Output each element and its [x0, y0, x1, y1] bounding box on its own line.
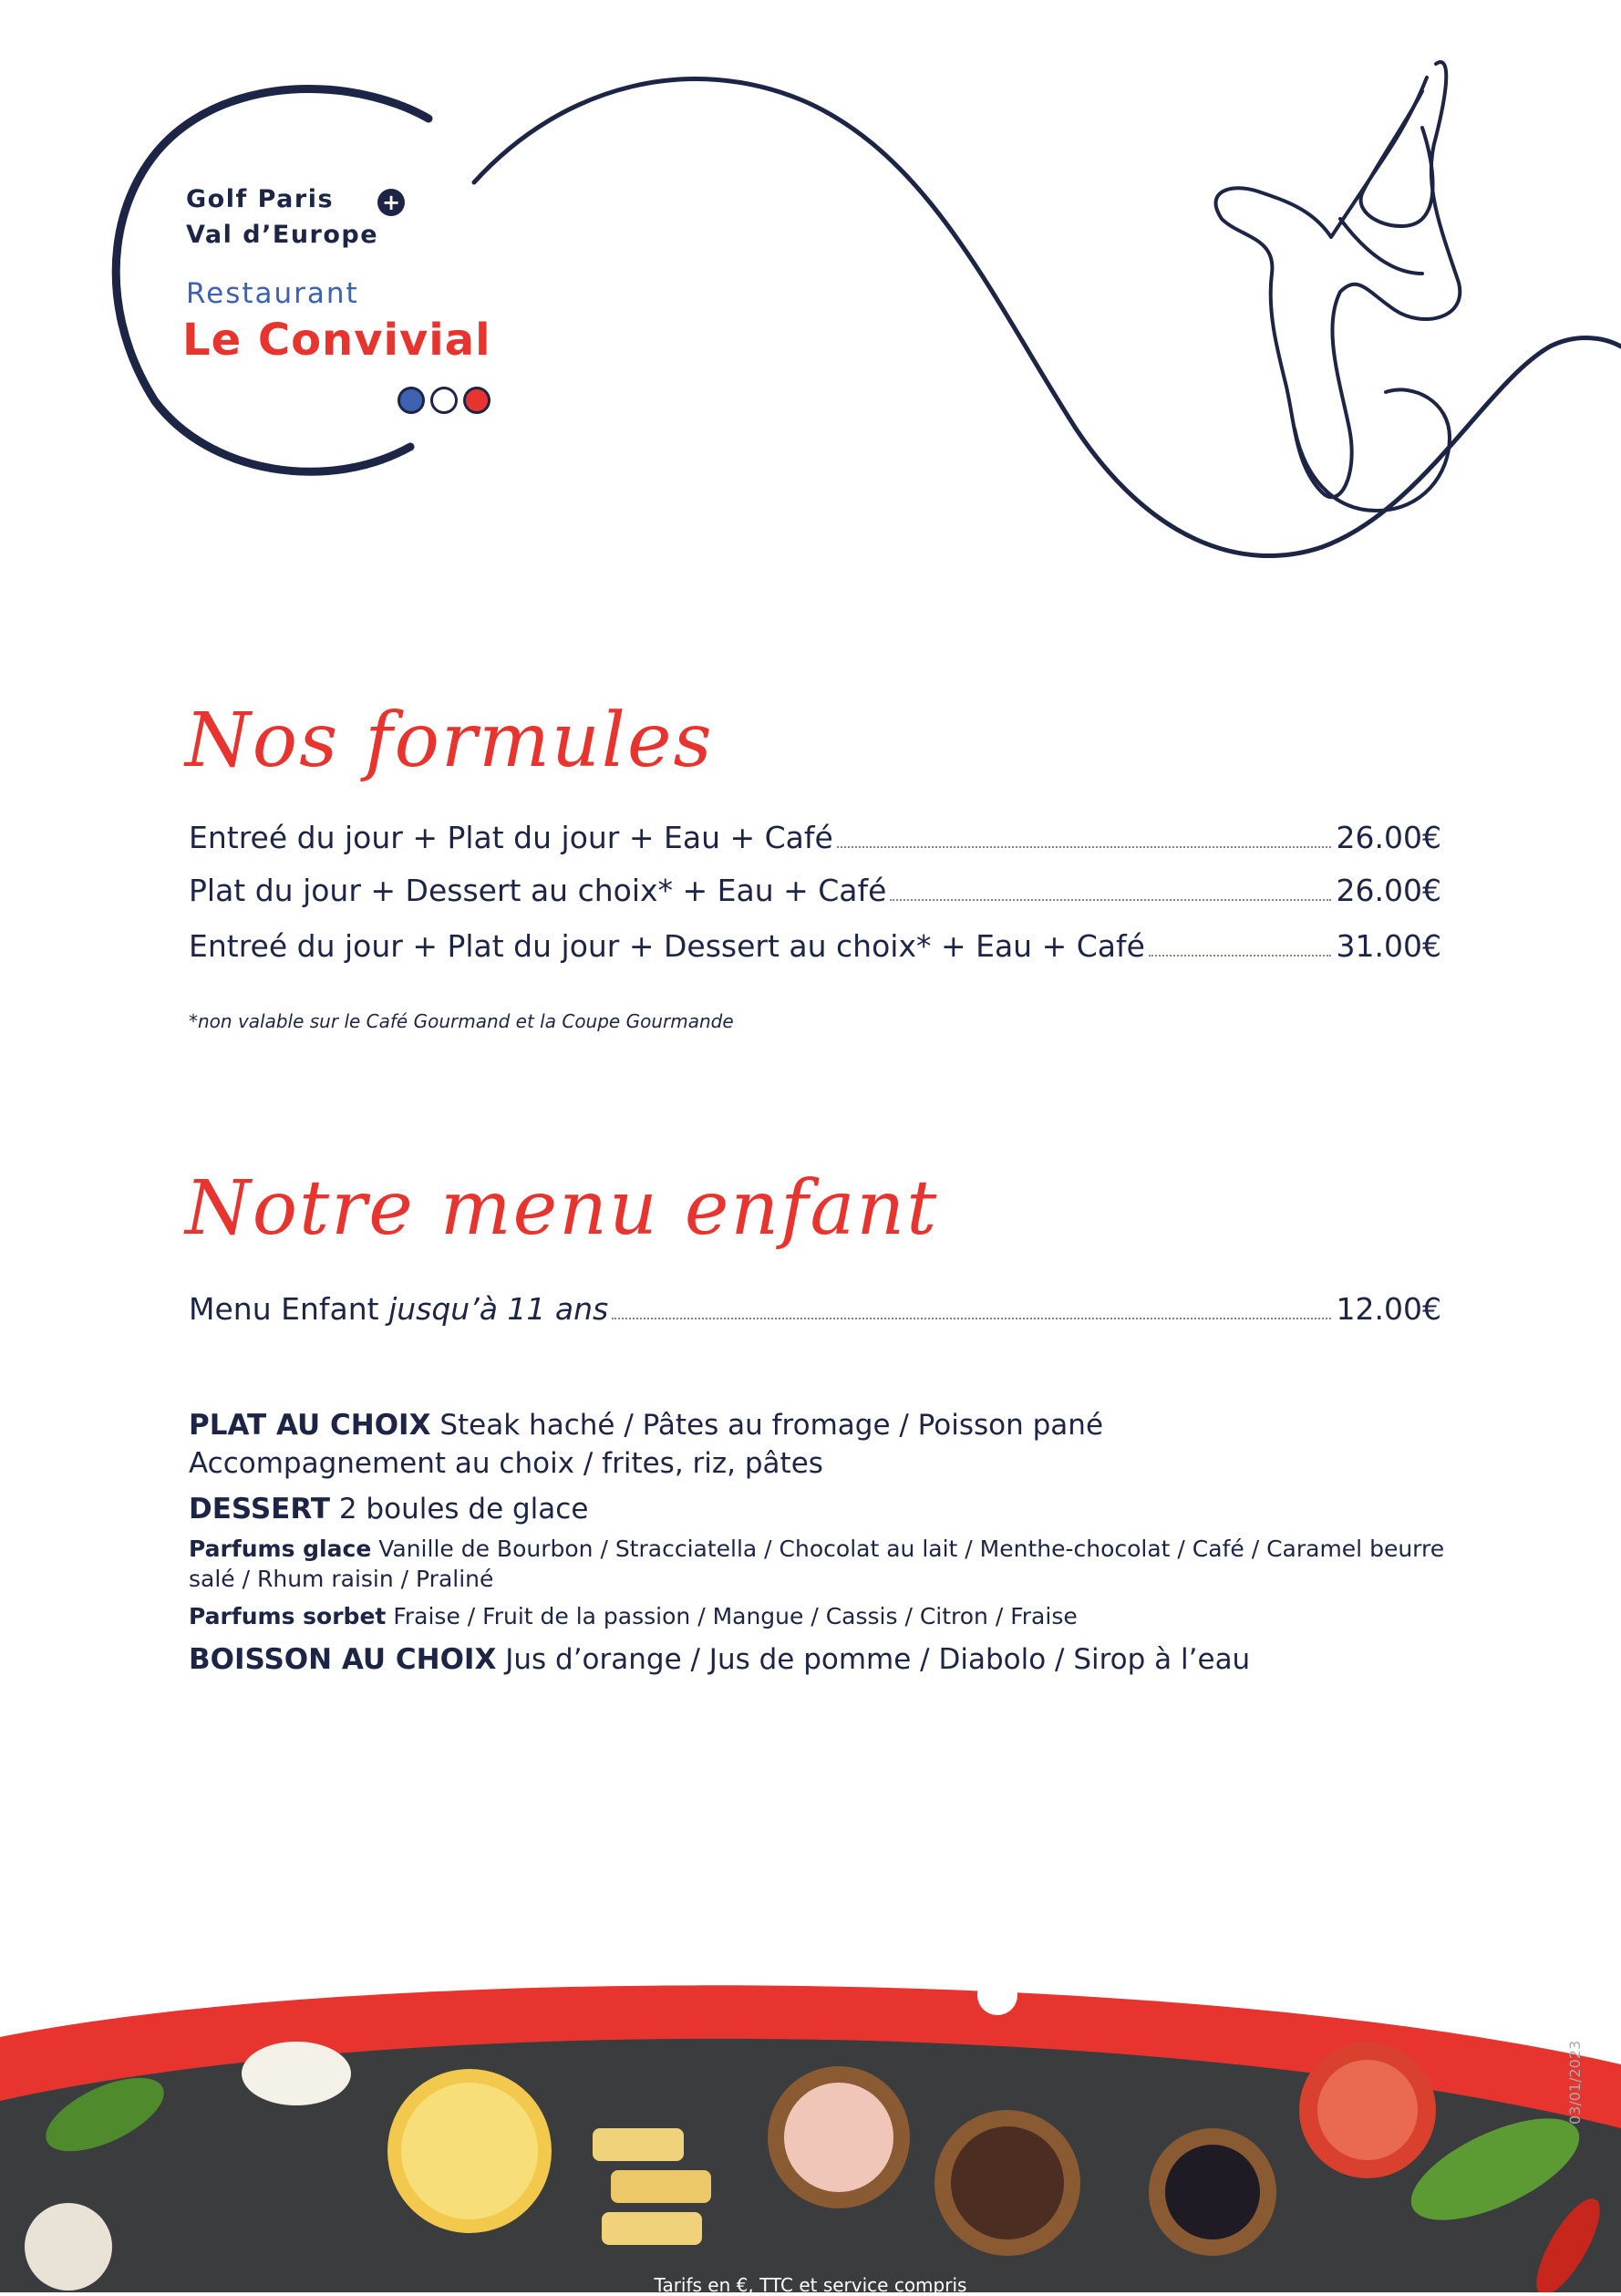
- sorbet-line: [189, 1601, 1447, 1631]
- sorbet-label: Parfums sorbet: [189, 1603, 387, 1629]
- glace-text: Vanille de Bourbon / Stracciatella / Chocolat au lait / Menthe-chocolat / Café / Caramel beurre salé / Rhum raisin / Praliné: [189, 1536, 1445, 1592]
- blue-dot-icon: [398, 387, 425, 414]
- formules-title: Nos formules: [185, 698, 714, 784]
- formules-footnote: *non valable sur le Café Gourmand et la Coupe Gourmande: [189, 1010, 734, 1032]
- menu-enfant-title: Notre menu enfant: [185, 1165, 939, 1252]
- formule-price: 26.00€: [1336, 873, 1441, 908]
- dessert-text: 2 boules de glace: [338, 1493, 589, 1525]
- plat-text: Steak haché / Pâtes au fromage / Poisson pané: [439, 1409, 1104, 1442]
- sorbet-text: Fraise / Fruit de la passion / Mangue / Cassis / Citron / Fraise: [393, 1603, 1078, 1629]
- tricolor-dots: [398, 387, 490, 414]
- formule-label: Entreé du jour + Plat du jour + Dessert au choix* + Eau + Café: [189, 928, 1145, 964]
- formule-label: Entreé du jour + Plat du jour + Eau + Café: [189, 820, 833, 855]
- accompagnement-line: Accompagnement au choix / frites, riz, pâtes: [189, 1447, 823, 1480]
- formule-label: Plat du jour + Dessert au choix* + Eau + Café: [189, 873, 887, 908]
- red-dot-icon: [463, 387, 490, 414]
- tarifs-note: Tarifs en €, TTC et service compris: [654, 2274, 967, 2296]
- plat-line: [189, 1406, 1447, 1444]
- plat-label: PLAT AU CHOIX: [189, 1409, 431, 1442]
- formule-row: [189, 928, 1441, 964]
- glace-label: Parfums glace: [189, 1536, 372, 1562]
- formule-price: 26.00€: [1336, 820, 1441, 855]
- menu-enfant-name: Menu Enfant: [189, 1291, 379, 1327]
- food-banner-image: [0, 1955, 1621, 2292]
- date-code: 03/01/2023: [1566, 2040, 1584, 2125]
- golf-plus-icon: +: [377, 189, 405, 216]
- formule-row: [189, 873, 1441, 908]
- dot-leader: [837, 846, 1331, 848]
- brand-line-1: Golf Paris: [186, 185, 335, 213]
- menu-enfant-label: [189, 1291, 608, 1327]
- formule-price: 31.00€: [1336, 928, 1441, 964]
- boisson-text: Jus d’orange / Jus de pomme / Diabolo / Sirop à l’eau: [505, 1643, 1251, 1676]
- dessert-label: DESSERT: [189, 1493, 330, 1525]
- dot-leader: [890, 899, 1330, 901]
- restaurant-label: Restaurant: [186, 277, 359, 310]
- dessert-line: [189, 1490, 1447, 1528]
- white-dot-icon: [430, 387, 458, 414]
- menu-enfant-price: 12.00€: [1336, 1291, 1441, 1327]
- glace-line: [189, 1534, 1447, 1594]
- dot-leader: [612, 1318, 1330, 1319]
- menu-enfant-age: jusqu’à 11 ans: [388, 1291, 609, 1327]
- menu-enfant-row: [189, 1291, 1441, 1327]
- restaurant-name: Le Convivial: [182, 315, 491, 366]
- brand-line-2: Val d’Europe: [186, 221, 379, 249]
- dot-leader: [1149, 955, 1331, 957]
- boisson-label: BOISSON AU CHOIX: [189, 1643, 497, 1676]
- formule-row: [189, 820, 1441, 855]
- boisson-line: [189, 1640, 1447, 1679]
